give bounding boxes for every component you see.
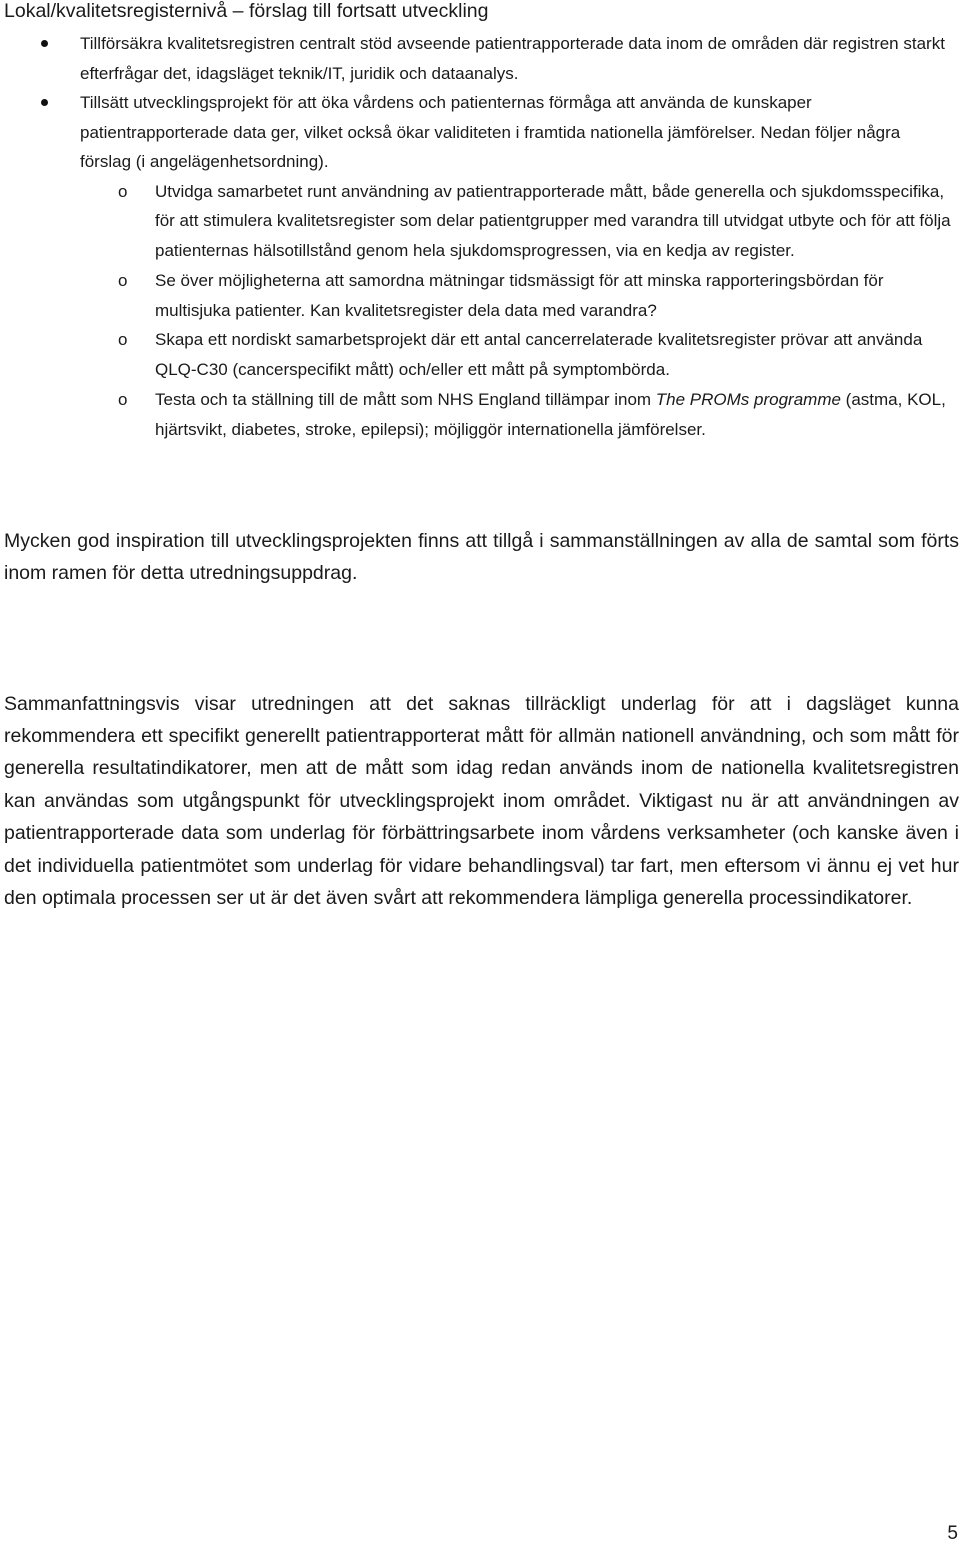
sub-list-item bbox=[0, 325, 960, 385]
sub-list bbox=[0, 177, 960, 445]
circle-bullet-icon: o bbox=[118, 330, 128, 350]
circle-bullet-icon: o bbox=[118, 270, 128, 290]
bullet-text: Tillsätt utvecklingsprojekt för att öka vårdens och patienternas förmåga att använda de kunskaper patientrapporterade data ger, vilket också ökar validiteten i framtida nationella jämförelser. Nedan följer några förslag (i angelägenhetsordning). bbox=[80, 93, 901, 171]
sub-list-item bbox=[0, 385, 960, 445]
bullet-dot-icon bbox=[41, 40, 48, 47]
bullet-item bbox=[0, 88, 960, 177]
sub-item-text-before: Testa och ta ställning till de mått som NHS England tillämpar inom bbox=[155, 390, 656, 410]
bullet-text: Tillförsäkra kvalitetsregistren centralt stöd avseende patientrapporterade data inom de områden där registren starkt efterfrågar det, idagsläget teknik/IT, juridik och dataanalys. bbox=[80, 34, 945, 83]
sub-item-text-after: (astma, KOL, hjärtsvikt, diabetes, stroke, epilepsi); möjliggör internationella jämförelser. bbox=[155, 390, 946, 439]
bullet-item bbox=[0, 29, 960, 88]
sub-list-item bbox=[0, 266, 960, 326]
bullet-dot-icon bbox=[41, 99, 48, 106]
circle-bullet-icon: o bbox=[118, 390, 128, 410]
sub-item-text: Se över möjligheterna att samordna mätningar tidsmässigt för att minska rapporteringsbördan för multisjuka patienter. Kan kvalitetsregister dela data med varandra? bbox=[155, 270, 884, 320]
sub-item-italic-title: The PROMs programme bbox=[655, 390, 841, 410]
sub-list-item bbox=[0, 177, 960, 266]
sub-item-text: Utvidga samarbetet runt användning av patientrapporterade mått, både generella och sjukdomsspecifika, för att stimulera kvalitetsregister som delar patientgrupper med varandra till utvidgat utbyte och för att följa patienternas hälsotillstånd genom hela sjukdomsprogressen, via en kedja av register. bbox=[155, 181, 951, 261]
section-heading: Lokal/kvalitetsregisternivå – förslag till fortsatt utveckling bbox=[4, 0, 489, 22]
circle-bullet-icon: o bbox=[118, 181, 128, 201]
bullet-list bbox=[0, 29, 960, 445]
summary-paragraph: Sammanfattningsvis visar utredningen att det saknas tillräckligt underlag för att i dagsläget kunna rekommendera ett specifikt generellt patientrapporterat mått för allmän nationell användning, och som mått för generella resultatindikatorer, men att de mått som idag redan används inom de nationella kvalitetsregistren kan användas som utgångspunkt för utvecklingsprojekt inom området. Viktigast nu är att användningen av patientrapporterade data som underlag för förbättringsarbete inom vårdens verksamheter (och kanske även i det individuella patientmötet som underlag för vidare behandlingsval) tar fart, men eftersom vi ännu ej vet hur den optimala processen ser ut är det även svårt att rekommendera lämpliga generella processindikatorer. bbox=[4, 692, 959, 909]
sub-item-text: Skapa ett nordiskt samarbetsprojekt där ett antal cancerrelaterade kvalitetsregister prövar att använda QLQ-C30 (cancerspecifikt mått) och/eller ett mått på symptombörda. bbox=[155, 330, 923, 380]
page-number: 5 bbox=[947, 1523, 958, 1544]
inspiration-paragraph: Mycken god inspiration till utvecklingsprojekten finns att tillgå i sammanställningen av alla de samtal som förts inom ramen för detta utredningsuppdrag. bbox=[4, 529, 959, 584]
